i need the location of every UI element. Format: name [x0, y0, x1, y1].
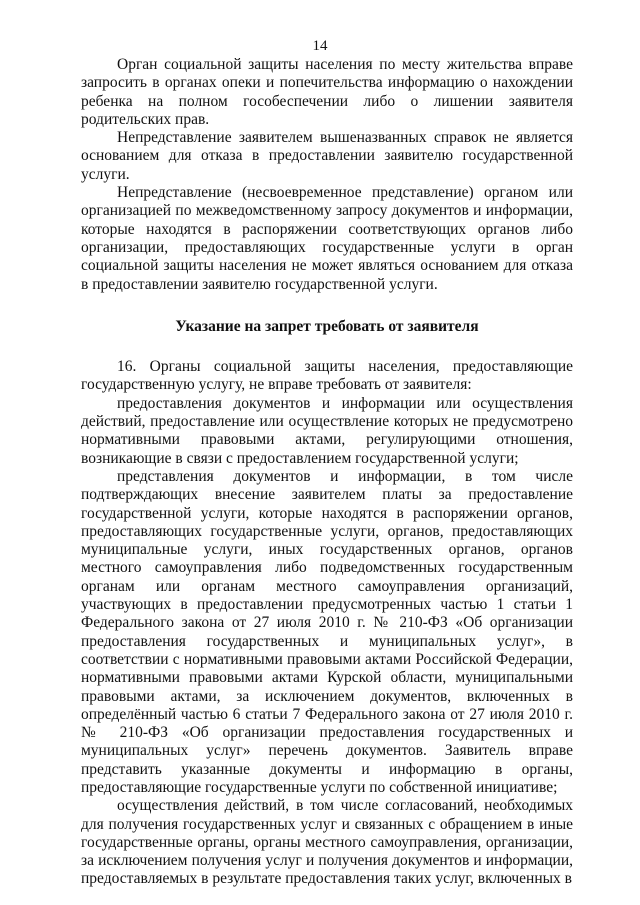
paragraph: осуществления действий, в том числе согласований, необходимых для получения государственных услуг и связанных с обращением в иные государственные органы, органы местного самоуправления, организации, за исключением получения услуг и получения документов и информации, предоставляемых в результате предоставления таких услуг, включенных в: [81, 797, 573, 888]
paragraph: Непредставление заявителем вышеназванных справок не является основанием для отказа в предоставлении заявителю государственной услуги.: [81, 129, 573, 183]
paragraph: 16. Органы социальной защиты населения, предоставляющие государственную услугу, не вправе требовать от заявителя:: [81, 358, 573, 394]
paragraph: предоставления документов и информации или осуществления действий, предоставление или осуществление которых не предусмотрено нормативными правовыми актами, регулирующими отношения, возникающие в связи с предоставлением государственной услуги;: [81, 394, 573, 467]
paragraph: представления документов и информации, в том числе подтверждающих внесение заявителем платы за предоставление государственной услуги, которые находятся в распоряжении органов, предоставляющих государственные услуги, органов, предоставляющих муниципальные услуги, иных государственных органов, органов местного самоуправления либо подведомственных государственным органам или органам местного самоуправления организаций, участвующих в предоставлении предусмотренных частью 1 статьи 1 Федерального закона от 27 июля 2010 г. № 210-ФЗ «Об организации предоставления государственных и муниципальных услуг», в соответствии с нормативными правовыми актами Российской Федерации, нормативными правовыми актами Курской области, муниципальными правовыми актами, за исключением документов, включенных в определённый частью 6 статьи 7 Федерального закона от 27 июля 2010 г. № 210-ФЗ «Об организации предоставления государственных и муниципальных услуг» перечень документов. Заявитель вправе представить указанные документы и информацию в органы, предоставляющие государственные услуги по собственной инициативе;: [81, 467, 573, 796]
paragraph: Непредставление (несвоевременное представление) органом или организацией по межведомственному запросу документов и информации, которые находятся в распоряжении соответствующих органов либо организации, предоставляющих государственные услуги в орган социальной защиты населения не может являться основанием для отказа в предоставлении заявителю государственной услуги.: [81, 184, 573, 293]
document-body: [81, 56, 573, 889]
page-number: 14: [312, 38, 328, 54]
paragraph: Орган социальной защиты населения по месту жительства вправе запросить в органах опеки и попечительства информацию о нахождении ребенка на полном гособеспечении либо о лишении заявителя родительских прав.: [81, 56, 573, 128]
section-heading: Указание на запрет требовать от заявителя: [175, 317, 479, 335]
